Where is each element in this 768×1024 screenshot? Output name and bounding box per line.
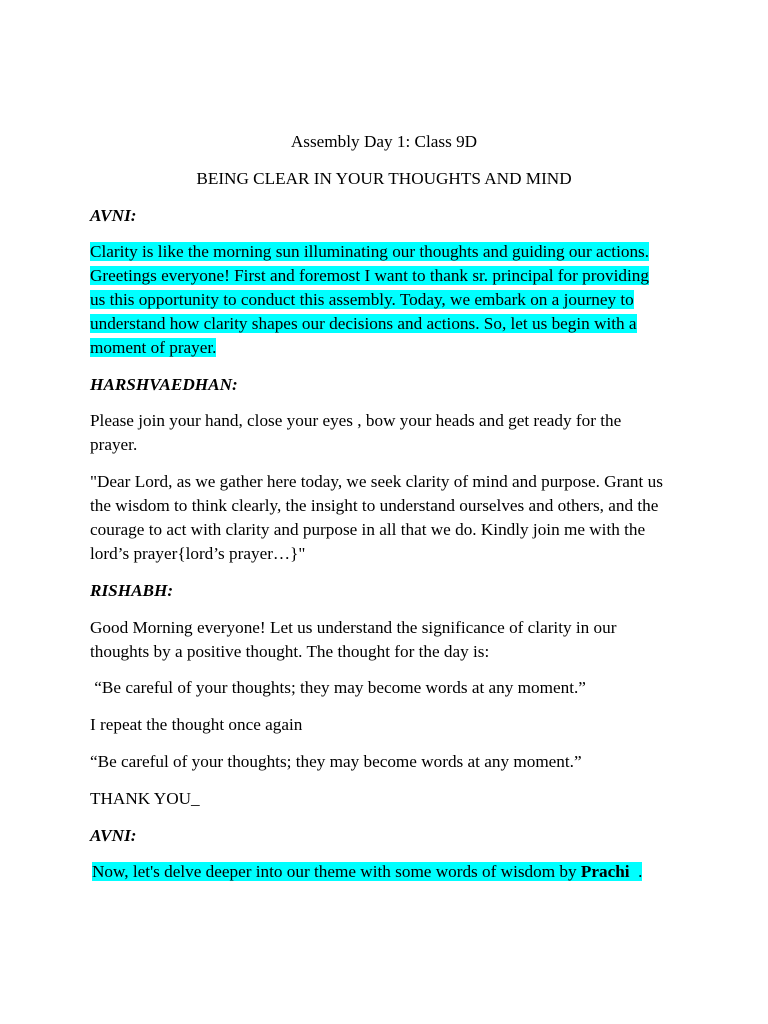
- avni-line: Clarity is like the morning sun illuminating our thoughts and guiding our actions.: [90, 242, 650, 261]
- speaker-avni: AVNI:: [90, 206, 137, 225]
- intro-line: Good Morning everyone! Let us understand the significance of clarity in our: [90, 618, 617, 637]
- transition-text: Now, let's delve deeper into our theme with some words of wisdom by: [92, 862, 581, 881]
- document-theme: BEING CLEAR IN YOUR THOUGHTS AND MIND: [196, 169, 572, 188]
- instruction-line: Please join your hand, close your eyes , bow your heads and get ready for the: [90, 411, 622, 430]
- prayer-line: the wisdom to think clearly, the insight to understand ourselves and others, and the: [90, 496, 659, 515]
- avni-line: us this opportunity to conduct this assembly. Today, we embark on a journey to: [90, 290, 634, 309]
- speaker-rishabh: RISHABH:: [90, 581, 174, 600]
- intro-line: thoughts by a positive thought. The thought for the day is:: [90, 642, 490, 661]
- transition-line: [92, 860, 642, 885]
- repeat-line: I repeat the thought once again: [90, 715, 303, 734]
- avni-line: understand how clarity shapes our decisions and actions. So, let us begin with a: [90, 314, 637, 333]
- speaker-harshvaedhan: HARSHVAEDHAN:: [90, 375, 238, 394]
- avni-line: Greetings everyone! First and foremost I want to thank sr. principal for providing: [90, 266, 649, 285]
- prayer-line: "Dear Lord, as we gather here today, we seek clarity of mind and purpose. Grant us: [90, 472, 663, 491]
- speaker-avni-2: AVNI:: [90, 826, 137, 845]
- transition-end: .: [629, 862, 643, 881]
- thought-quote: “Be careful of your thoughts; they may become words at any moment.”: [90, 678, 586, 697]
- avni-line: moment of prayer.: [90, 338, 217, 357]
- thought-quote-repeat: “Be careful of your thoughts; they may become words at any moment.”: [90, 752, 582, 771]
- prayer-line: lord’s prayer{lord’s prayer…}": [90, 544, 306, 563]
- prayer-line: courage to act with clarity and purpose in all that we do. Kindly join me with the: [90, 520, 646, 539]
- document-title: Assembly Day 1: Class 9D: [290, 132, 478, 151]
- speaker-name-prachi: Prachi: [580, 862, 630, 881]
- thank-you-line: THANK YOU_: [90, 789, 200, 808]
- instruction-line: prayer.: [90, 435, 138, 454]
